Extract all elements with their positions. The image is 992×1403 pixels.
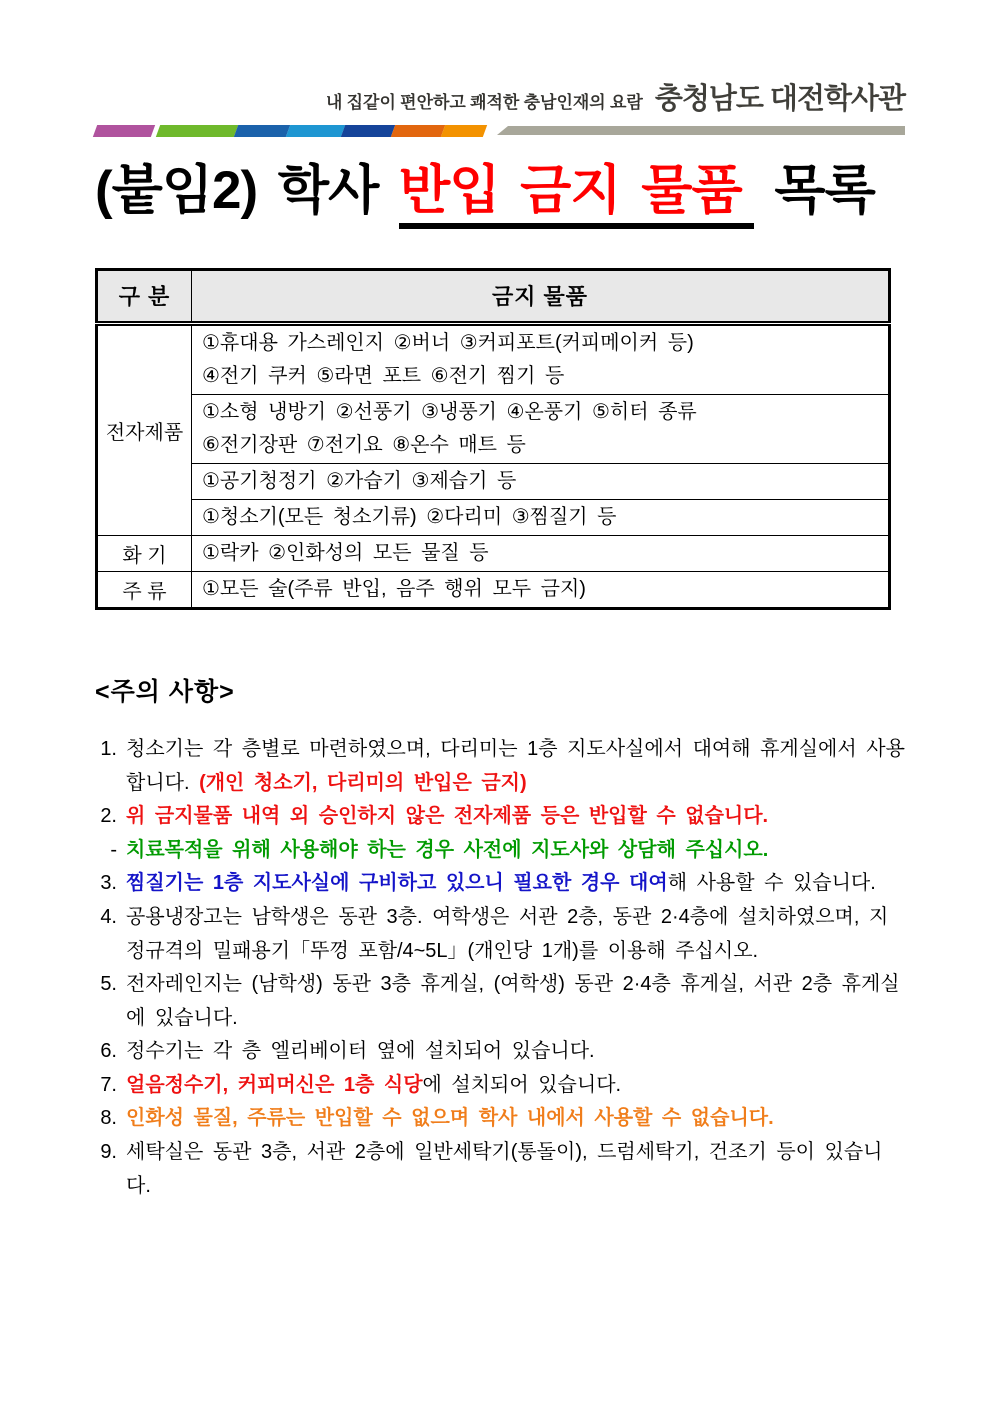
items-cell: [192, 394, 890, 463]
bar-segment-gray: [497, 126, 905, 135]
category-cell-alcohol: 주 류: [97, 571, 192, 608]
item-line: ①휴대용 가스레인지 ②버너 ③커피포트(커피메이커 등): [202, 331, 694, 354]
note-number: 9.: [100, 1141, 117, 1164]
item-line: ⑥전기장판 ⑦전기요 ⑧온수 매트 등: [202, 433, 526, 456]
title-prefix: (붙임2) 학사: [95, 161, 379, 220]
decorative-color-bar: [95, 124, 905, 137]
table-row: [97, 394, 890, 463]
table-header-row: [97, 269, 890, 323]
bar-segment-blue: [234, 125, 290, 137]
table-row: [97, 571, 890, 608]
note-text-orange: 인화성 물질, 주류는 반입할 수 없으며 학사 내에서 사용할 수 없습니다.: [126, 1107, 774, 1130]
table-row: [97, 535, 890, 571]
notes-heading: <주의 사항>: [95, 677, 235, 706]
note-item-2-sub: [95, 834, 905, 868]
note-number: 8.: [100, 1107, 117, 1130]
note-item-7: [95, 1069, 905, 1103]
bar-segment-orange: [441, 125, 487, 137]
note-item-5: [95, 968, 905, 1035]
bar-segment-purple: [93, 125, 155, 137]
item-line: ①청소기(모든 청소기류) ②다리미 ③찜질기 등: [202, 505, 617, 528]
brand-logo-text: 충청남도 대전학사관: [654, 83, 905, 115]
note-text-red: (개인 청소기, 다리미의 반입은 금지): [199, 771, 527, 794]
note-text-red: 얼음정수기, 커피머신은 1층 식당: [126, 1073, 423, 1096]
note-item-4: [95, 901, 905, 968]
table-header-category: 구 분: [97, 269, 192, 323]
prohibited-items-table: [95, 268, 891, 610]
note-item-3: [95, 867, 905, 901]
bar-segment-navy: [341, 125, 395, 137]
item-line: ④전기 쿠커 ⑤라면 포트 ⑥전기 찜기 등: [202, 364, 565, 387]
table-row: [97, 499, 890, 535]
note-number: 6.: [100, 1040, 117, 1063]
item-line: ①락카 ②인화성의 모든 물질 등: [202, 541, 489, 564]
note-text-red: 위 금지물품 내역 외 승인하지 않은 전자제품 등은 반입할 수 없습니다.: [126, 805, 769, 828]
note-item-6: [95, 1035, 905, 1069]
items-cell: [192, 535, 890, 571]
note-text-blue: 찜질기는 1층 지도사실에 구비하고 있으니 필요한 경우 대여: [126, 872, 668, 895]
header-slogan: 내 집같이 편안하고 쾌적한 충남인재의 요람: [325, 93, 643, 112]
note-number: 4.: [100, 905, 117, 928]
note-text: 세탁실은 동관 3층, 서관 2층에 일반세탁기(통돌이), 드럼세탁기, 건조기 등이 있습니다.: [126, 1141, 883, 1197]
note-number: 5.: [100, 973, 117, 996]
note-dash-marker: -: [110, 838, 117, 861]
category-cell-fire: 화 기: [97, 535, 192, 571]
note-text: 정수기는 각 층 엘리베이터 옆에 설치되어 있습니다.: [126, 1040, 595, 1063]
note-number: 1.: [100, 737, 117, 760]
item-line: ①공기청정기 ②가습기 ③제습기 등: [202, 469, 517, 492]
bar-segment-dark-orange: [391, 125, 445, 137]
note-text-green: 치료목적을 위해 사용해야 하는 경우 사전에 지도사와 상담해 주십시오.: [126, 838, 769, 861]
note-text: 해 사용할 수 있습니다.: [667, 872, 876, 895]
note-text: 공용냉장고는 남학생은 동관 3층. 여학생은 서관 2층, 동관 2·4층에 설치하였으며, 지정규격의 밀패용기「뚜껑 포함/4~5L」(개인당 1개)를 이용해 주십시오.: [126, 905, 889, 962]
items-cell: [192, 463, 890, 499]
table-header-items: 금지 물품: [192, 269, 890, 323]
note-number: 2.: [100, 805, 117, 828]
bar-segment-sky-blue: [286, 125, 345, 137]
item-line: ①모든 술(주류 반입, 음주 행위 모두 금지): [202, 577, 586, 600]
items-cell: [192, 571, 890, 608]
items-cell: [192, 323, 890, 394]
header: [95, 76, 905, 117]
items-cell: [192, 499, 890, 535]
note-item-8: [95, 1102, 905, 1136]
note-text: 전자레인지는 (남학생) 동관 3층 휴게실, (여학생) 동관 2·4층 휴게실, 서관 2층 휴게실에 있습니다.: [126, 973, 900, 1029]
note-item-9: [95, 1136, 905, 1203]
item-line: ①소형 냉방기 ②선풍기 ③냉풍기 ④온풍기 ⑤히터 종류: [202, 400, 697, 423]
title-highlight-prohibited-items: 반입 금지 물품: [399, 161, 754, 229]
category-cell-electronics: 전자제품: [97, 323, 192, 535]
title-suffix: 목록: [774, 161, 875, 220]
table-row: [97, 323, 890, 394]
page-title: [95, 161, 905, 222]
table-row: [97, 463, 890, 499]
note-item-2: [95, 800, 905, 834]
bar-segment-green: [156, 125, 238, 137]
note-number: 7.: [100, 1073, 117, 1096]
note-text: 청소기는 각 층별로 마련하였으며, 다리미는 1층 지도사실에서 대여해 휴게실에서 사용합니다.: [126, 737, 905, 794]
notes-list: [95, 733, 905, 1203]
note-item-1: [95, 733, 905, 800]
note-number: 3.: [100, 872, 117, 895]
note-text: 에 설치되어 있습니다.: [422, 1073, 622, 1096]
